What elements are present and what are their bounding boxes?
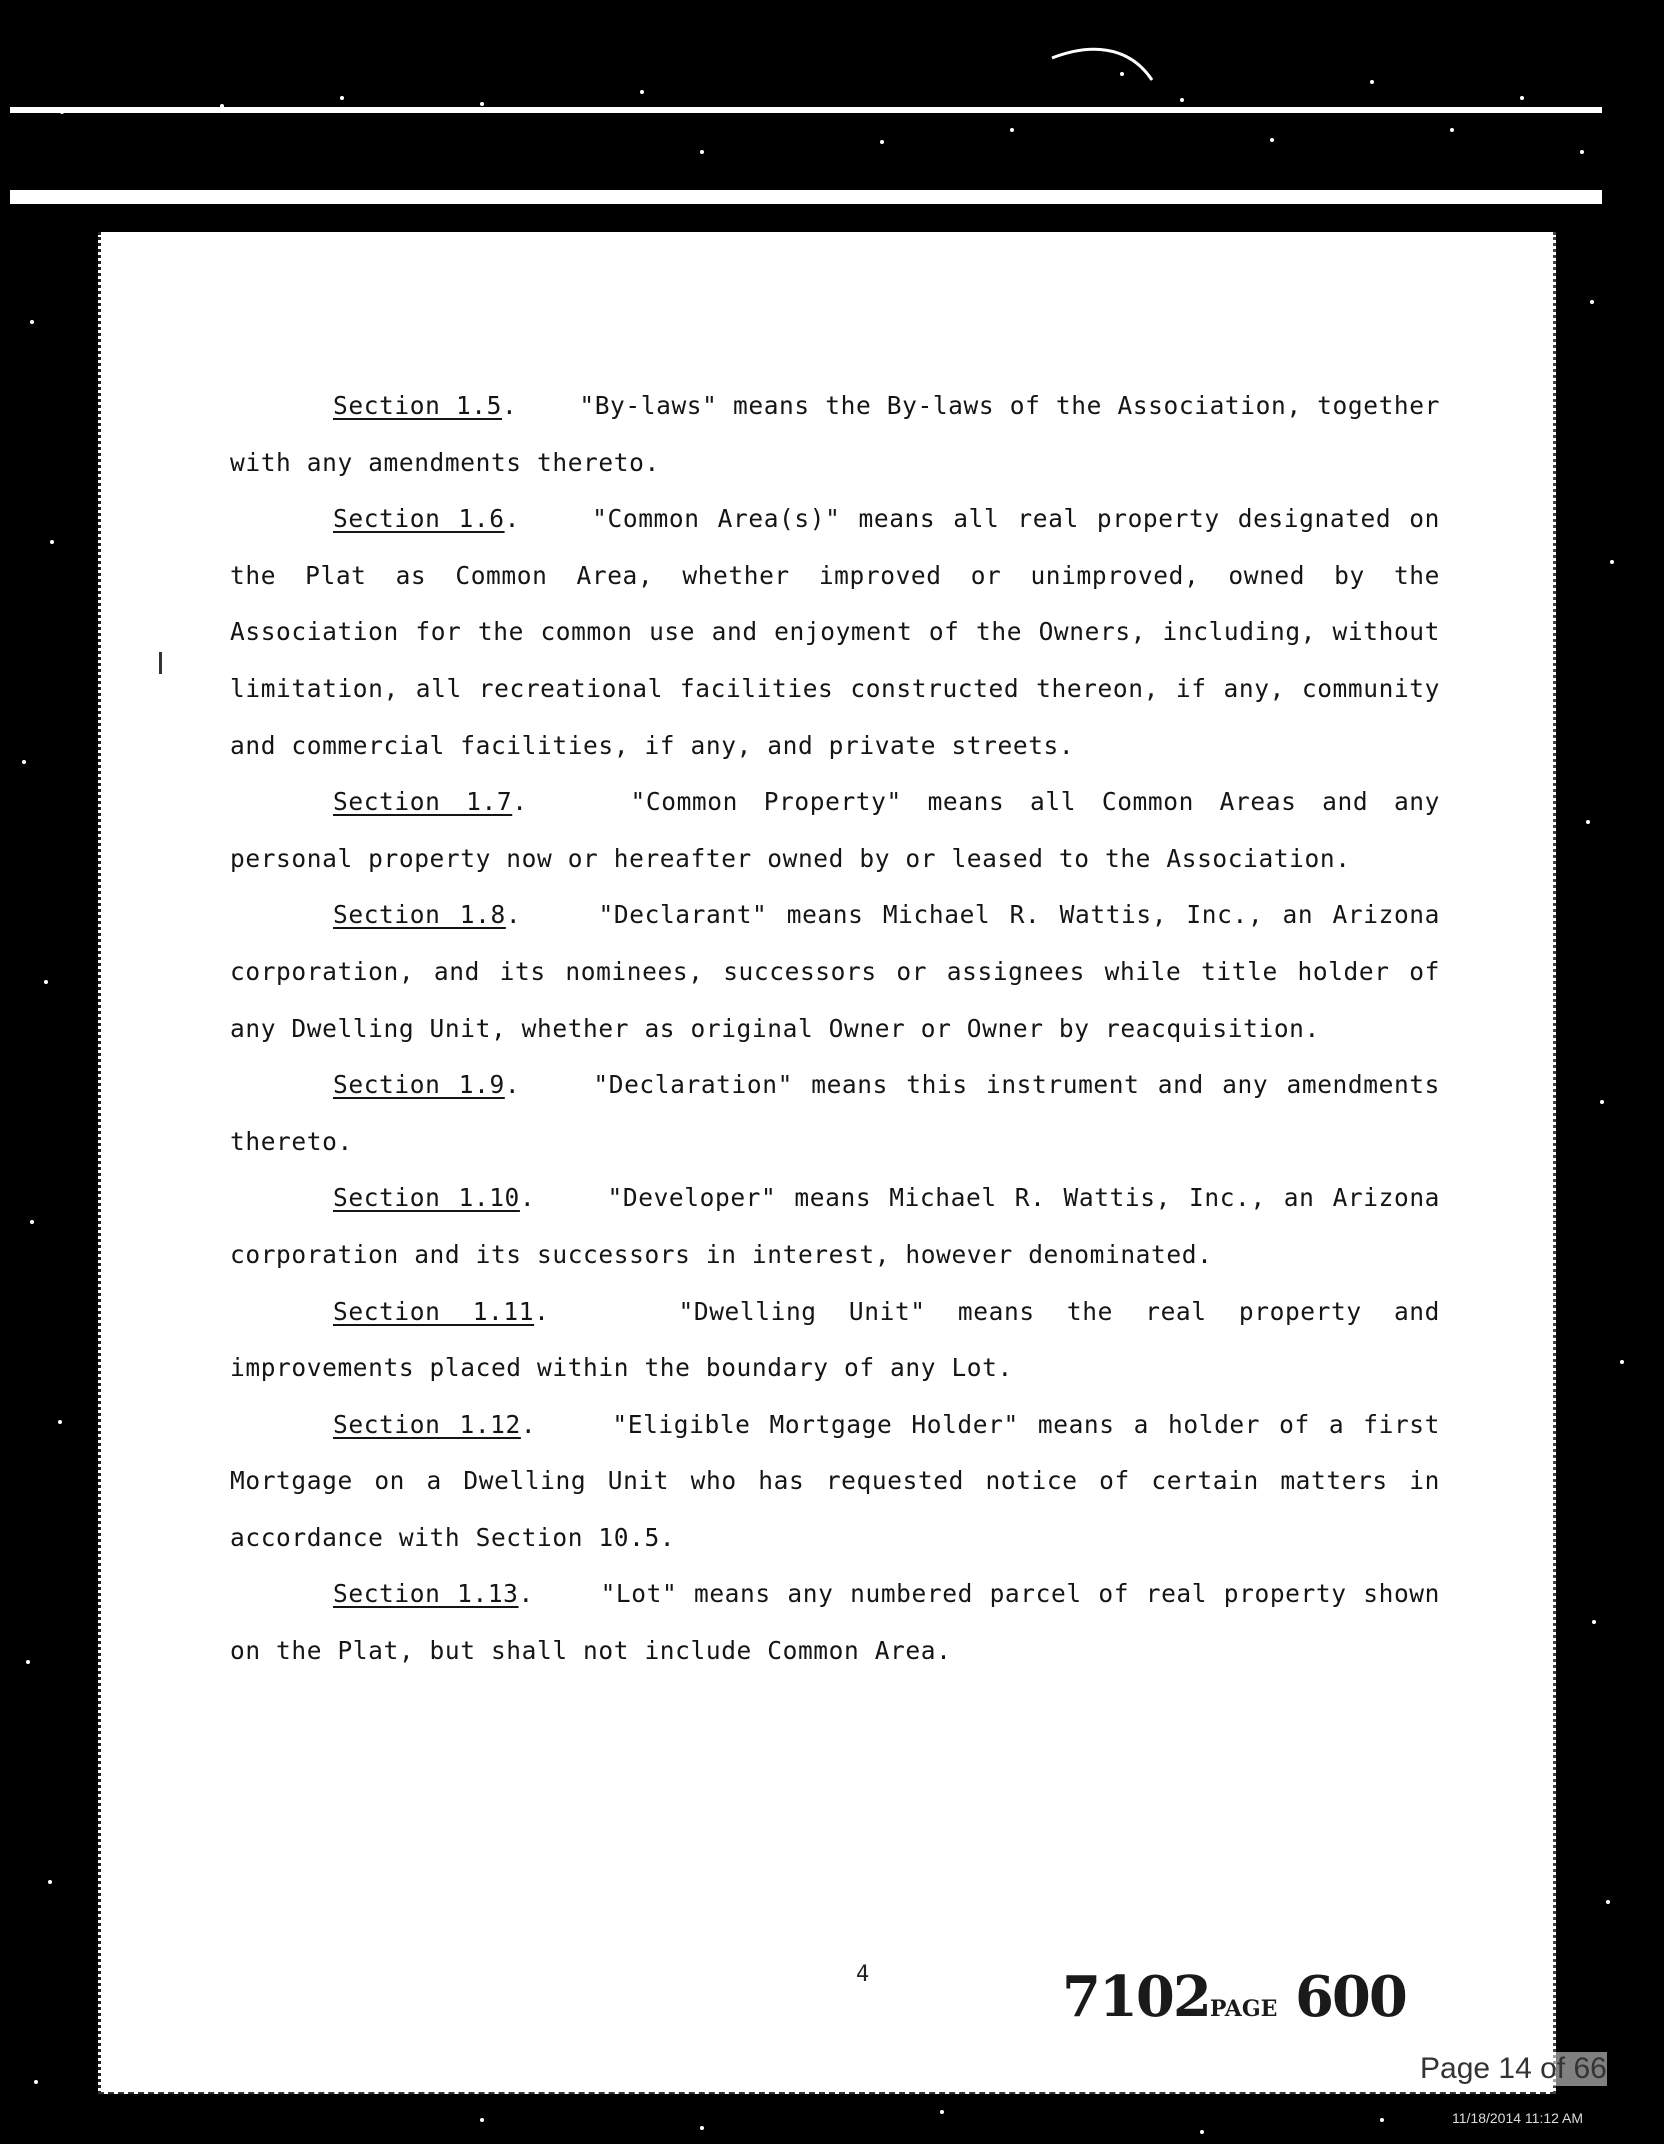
definition-paragraph [230,491,1440,774]
speck [1580,150,1584,154]
speck [1600,1100,1604,1104]
section-punct: . [505,900,522,930]
definition-text: "Common Property" means all Common Areas and any personal property now or hereafter owned by or leased to the Association. [230,787,1440,873]
speck [22,760,26,764]
section-heading: Section 1.6 [333,504,505,534]
section-punct: . [520,1409,537,1439]
speck [930,108,934,112]
speck [58,1420,62,1424]
book-page-number: 600 [1294,1964,1406,2030]
speck [1370,80,1374,84]
speck [1010,128,1014,132]
book-page-label: PAGE [1209,1996,1278,2022]
speck [1200,2130,1204,2134]
speck [1180,98,1184,102]
speck [1610,560,1614,564]
speck [1590,300,1594,304]
speck [44,980,48,984]
speck [1586,820,1590,824]
definition-paragraph [230,1284,1440,1397]
speck [1520,96,1524,100]
section-punct: . [518,1579,534,1609]
page-of-indicator: Page 14 of 66 [1420,2052,1607,2085]
speck [34,2080,38,2084]
definition-text: "Eligible Mortgage Holder" means a holder of a first Mortgage on a Dwelling Unit who has requested notice of certain matters in accordance with Section 10.5. [230,1409,1441,1552]
speck [340,96,344,100]
definition-paragraph [230,774,1440,887]
speck [700,2126,704,2130]
section-heading: Section 1.12 [333,1409,521,1439]
speck [480,2118,484,2122]
section-heading: Section 1.5 [333,391,502,420]
section-punct: . [504,1070,521,1100]
scan-rule-line [10,107,1602,113]
speck [50,540,54,544]
speck [1620,1360,1624,1364]
speck [26,1660,30,1664]
section-heading: Section 1.13 [333,1579,519,1609]
section-punct: . [512,787,528,817]
speck [1450,128,1454,132]
section-punct: . [504,504,520,534]
section-heading: Section 1.8 [333,900,506,930]
definition-text: "By-laws" means the By-laws of the Association, together with any amendments thereto. [230,391,1440,477]
definition-text: "Lot" means any numbered parcel of real property shown on the Plat, but shall not include Common Area. [230,1579,1441,1666]
speck [30,320,34,324]
speck [1592,1620,1596,1624]
definition-paragraph [230,1566,1440,1679]
speck [1120,72,1124,76]
document-body [230,378,1440,1680]
definition-paragraph [230,378,1440,491]
speck [30,1220,34,1224]
speck [1606,1900,1610,1904]
section-punct: . [534,1296,550,1326]
section-punct: . [519,1183,536,1213]
definition-paragraph [230,1057,1440,1170]
pen-mark-icon [1048,40,1168,100]
speck [700,150,704,154]
speck [220,104,224,108]
speck [880,140,884,144]
section-heading: Section 1.10 [333,1183,520,1213]
speck [640,90,644,94]
book-page-stamp [1062,1964,1406,2030]
page-number: 4 [856,1962,870,1987]
scan-top-band [0,0,1664,205]
section-punct: . [502,391,518,420]
section-heading: Section 1.11 [333,1296,535,1326]
definition-text: "Common Area(s)" means all real property designated on the Plat as Common Area, whether improved or unimproved, owned by the Association for the common use and enjoyment of the Owners, including, without limitation, all recreational facilities constructed thereon, if any, community and commercial facilities, if any, and private streets. [230,504,1440,760]
scan-page-edge [10,190,1602,204]
definition-paragraph [230,1170,1440,1283]
definition-text: "Declaration" means this instrument and any amendments thereto. [230,1070,1440,1156]
definition-paragraph [230,1397,1440,1567]
section-heading: Section 1.7 [333,787,513,817]
print-timestamp: 11/18/2014 11:12 AM [1452,2110,1584,2126]
definition-paragraph [230,887,1440,1057]
speck [1270,138,1274,142]
section-heading: Section 1.9 [333,1070,505,1100]
speck [60,110,64,114]
speck [1380,2118,1384,2122]
speck [48,1880,52,1884]
definition-text: "Dwelling Unit" means the real property and improvements placed within the boundary of any Lot. [230,1296,1440,1383]
margin-mark [159,652,162,674]
definition-text: "Declarant" means Michael R. Wattis, Inc., an Arizona corporation, and its nominees, successors or assignees while title holder of any Dwelling Unit, whether as original Owner or Owner by reacquisition. [230,900,1440,1043]
speck [480,102,484,106]
book-number: 7102 [1062,1964,1210,2030]
definition-text: "Developer" means Michael R. Wattis, Inc., an Arizona corporation and its successors in interest, however denominated. [230,1183,1441,1269]
speck [940,2110,944,2114]
